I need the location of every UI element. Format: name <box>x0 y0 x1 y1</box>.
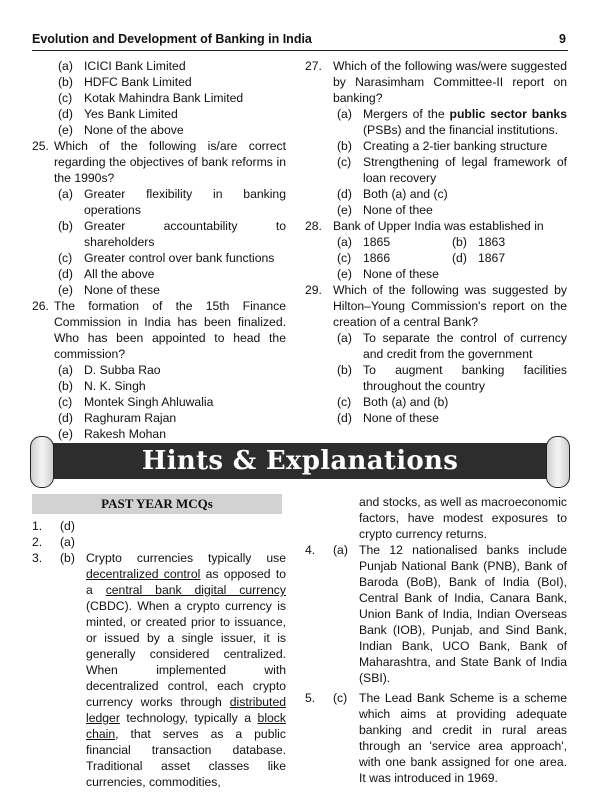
option: (e) None of these <box>58 283 160 297</box>
bold-term: public sector banks <box>449 107 567 121</box>
option: (a) Greater flexibility in banking operations <box>58 187 286 217</box>
question-text: The formation of the 15th Finance Commission in India has been finalized. Who has been appointed to head the commission? <box>54 299 286 361</box>
explanation-text: Crypto currencies typically use decentralized control as opposed to a central bank digital currency (CBDC). When a crypto currency is minted, or created prior to issuance, or issued by a single issuer, it is generally considered centralized. When implemented with decentralized control, each crypto currency works through distributed ledger technology, typically a block chain, that serves as a public financial transaction database. Traditional asset classes like currencies, commodities, <box>86 551 286 789</box>
answer-1: 1. (d) <box>32 519 75 533</box>
question-text: Bank of Upper India was established in <box>333 219 544 233</box>
underlined-term: block chain <box>86 711 286 741</box>
option: (c) Greater control over bank functions <box>58 251 275 265</box>
option: (d) Both (a) and (c) <box>337 187 448 201</box>
option: (a) Mergers of the public sector banks (PSBs) and the financial institutions. <box>337 107 567 137</box>
options <box>58 362 286 442</box>
question-text: Which of the following is/are correct regarding the objectives of bank reforms in the 1990s? <box>54 139 286 185</box>
option: (b) N. K. Singh <box>58 379 146 393</box>
underlined-term: distributed ledger <box>86 695 286 725</box>
option: (a) 1865 <box>337 235 391 249</box>
answers-left <box>32 518 286 790</box>
question-number: 26. <box>32 299 49 313</box>
question-27 <box>305 58 567 218</box>
page-number: 9 <box>559 32 566 46</box>
question-text: Which of the following was/were suggested by Narasimham Committee-II report on banking? <box>333 59 567 105</box>
option: (c) 1866 <box>337 251 391 265</box>
answer-4: 4. (a) The 12 nationalised banks include Punjab National Bank (PNB), Bank of Baroda (BoB), Bank of India (BoI), Central Bank of India, Canara Bank, Union Bank of India, Indian Overseas Bank (IOB), Punjab, and Sind Bank, Indian Bank, UCO Bank, Bank of Maharashtra, and State Bank of India (SBI). <box>305 543 567 685</box>
question-number: 29. <box>305 283 322 297</box>
option: (d) None of these <box>337 411 439 425</box>
option: (e) None of the above <box>58 123 184 137</box>
option: (d) Yes Bank Limited <box>58 107 178 121</box>
explanation-continued: and stocks, as well as macroeconomic factors, have modest exposures to crypto currency returns. <box>359 495 567 541</box>
question-25 <box>32 138 286 298</box>
option: (a) ICICI Bank Limited <box>58 59 186 73</box>
option: (b) Greater accountability to shareholders <box>58 219 286 249</box>
option: (b) 1863 <box>452 235 506 249</box>
option: (d) 1867 <box>452 251 506 265</box>
option: (b) To augment banking facilities throughout the country <box>337 363 567 393</box>
chapter-title: Evolution and Development of Banking in India <box>32 32 312 46</box>
question-number: 28. <box>305 219 322 233</box>
question-number: 27. <box>305 59 322 73</box>
answers-right <box>305 494 567 786</box>
option: (e) Rakesh Mohan <box>58 427 166 441</box>
option: (d) All the above <box>58 267 155 281</box>
option: (c) Both (a) and (b) <box>337 395 449 409</box>
answer-5: 5. (c) The Lead Bank Scheme is a scheme which aims at providing adequate banking and credit in rural areas through an 'service area approach', with one bank assigned for one area. It was introduced in 1969. <box>305 691 567 785</box>
option: (c) Montek Singh Ahluwalia <box>58 395 214 409</box>
explanation-text: The Lead Bank Scheme is a scheme which aims at providing adequate banking and credit in rural areas through an 'service area approach', with one bank assigned for one area. It was introduced in 1969. <box>359 691 567 785</box>
option: (b) Creating a 2-tier banking structure <box>337 139 548 153</box>
section-heading: PAST YEAR MCQs <box>32 494 282 514</box>
underlined-term: decentralized control <box>86 567 201 581</box>
options <box>337 106 567 218</box>
option: (a) To separate the control of currency and credit from the government <box>337 331 567 361</box>
option: (c) Kotak Mahindra Bank Limited <box>58 91 244 105</box>
hints-banner <box>30 436 570 486</box>
explanation-text: The 12 nationalised banks include Punjab National Bank (PNB), Bank of Baroda (BoB), Bank of India (BoI), Central Bank of India, Canara Bank, Union Bank of India, Indian Overseas Bank (IOB), Punjab, and Sind Bank, Indian Bank, UCO Bank, Bank of Maharashtra, and State Bank of India (SBI). <box>359 543 567 685</box>
options <box>337 234 567 282</box>
option: (e) None of thee <box>337 203 433 217</box>
question-text: Which of the following was suggested by Hilton–Young Commission's report on the creation of a central Bank? <box>333 283 567 329</box>
options <box>337 330 567 426</box>
option: (e) None of these <box>337 267 439 281</box>
option: (b) HDFC Bank Limited <box>58 75 192 89</box>
option: (a) D. Subba Rao <box>58 363 161 377</box>
question-29 <box>305 282 567 426</box>
q24-options <box>36 58 286 138</box>
options <box>58 186 286 298</box>
banner-title: Hints & Explanations <box>141 446 459 476</box>
question-26 <box>32 298 286 442</box>
right-column <box>305 58 567 426</box>
underlined-term: central bank digital currency <box>105 583 286 597</box>
left-column <box>32 58 286 442</box>
running-header <box>32 30 568 51</box>
question-28 <box>305 218 567 282</box>
option: (d) Raghuram Rajan <box>58 411 177 425</box>
answer-2: 2. (a) <box>32 535 75 549</box>
option: (c) Strengthening of legal framework of loan recovery <box>337 155 567 185</box>
answer-3: 3. (b) Crypto currencies typically use decentralized control as opposed to a central bank digital currency (CBDC). When a crypto currency is minted, or created prior to issuance, or issued by a single issuer, it is generally considered centralized. When implemented with decentralized control, each crypto currency works through distributed ledger technology, typically a block chain, that serves as a public financial transaction database. Traditional asset classes like currencies, commodities, <box>32 551 286 789</box>
question-number: 25. <box>32 139 49 153</box>
